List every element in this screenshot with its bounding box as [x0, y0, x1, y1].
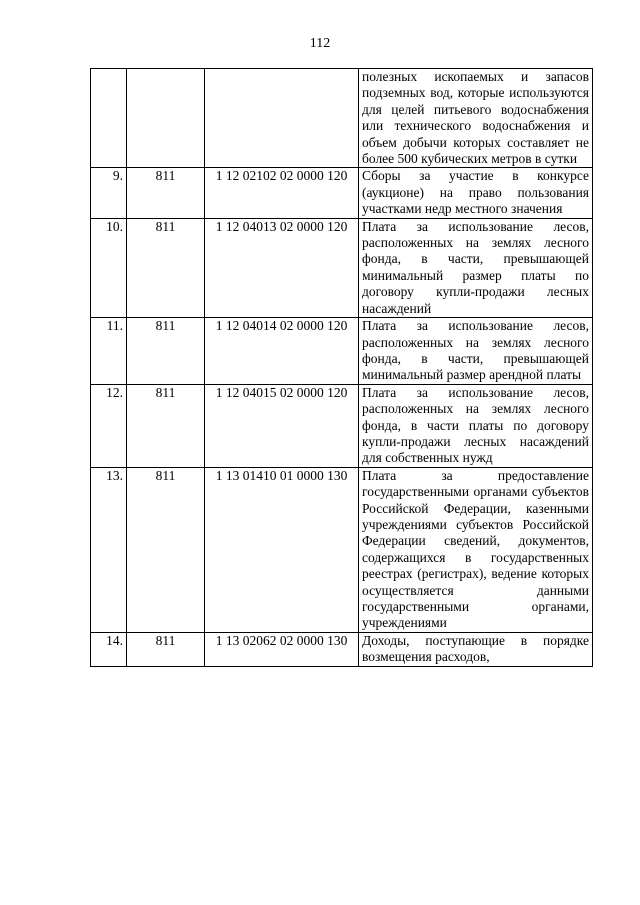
table-row: [91, 318, 593, 385]
admin-code: 811: [127, 632, 205, 666]
admin-code: 811: [127, 168, 205, 218]
table-row: [91, 218, 593, 317]
row-number: 13.: [91, 467, 127, 632]
budget-classification-code: 1 13 02062 02 0000 130: [205, 632, 359, 666]
table-row: [91, 467, 593, 632]
revenue-name: Плата за использование лесов, расположенных на землях лесного фонда, в части, превышающей минимальный размер платы по договору купли-продажи лесных насаждений: [359, 218, 593, 317]
row-number: 10.: [91, 218, 127, 317]
budget-classification-code: 1 12 04013 02 0000 120: [205, 218, 359, 317]
revenue-name: Плата за использование лесов, расположенных на землях лесного фонда, в части, превышающей минимальный размер арендной платы: [359, 318, 593, 385]
revenue-name: Плата за предоставление государственными органами субъектов Российской Федерации, казенными учреждениями субъектов Российской Федерации сведений, документов, содержащихся в государственных реестрах (регистрах), ведение которых осуществляется данными государственными органами, учреждениями: [359, 467, 593, 632]
budget-classification-code: [205, 69, 359, 168]
admin-code: 811: [127, 384, 205, 467]
admin-code: [127, 69, 205, 168]
admin-code: 811: [127, 218, 205, 317]
revenue-name: Доходы, поступающие в порядке возмещения расходов,: [359, 632, 593, 666]
row-number: 12.: [91, 384, 127, 467]
table-row: [91, 632, 593, 666]
budget-classification-code: 1 12 02102 02 0000 120: [205, 168, 359, 218]
budget-classification-code: 1 12 04015 02 0000 120: [205, 384, 359, 467]
row-number: 11.: [91, 318, 127, 385]
table-row: [91, 384, 593, 467]
admin-code: 811: [127, 318, 205, 385]
row-number: 9.: [91, 168, 127, 218]
row-number: [91, 69, 127, 168]
budget-classification-code: 1 12 04014 02 0000 120: [205, 318, 359, 385]
row-number: 14.: [91, 632, 127, 666]
table-row: [91, 69, 593, 168]
page-number: 112: [309, 36, 331, 51]
revenue-table: [90, 68, 593, 667]
revenue-name: полезных ископаемых и запасов подземных вод, которые используются для целей питьевого водоснабжения или технического водоснабжения и объем добычи которых составляет не более 500 кубических метров в сутки: [359, 69, 593, 168]
budget-classification-code: 1 13 01410 01 0000 130: [205, 467, 359, 632]
revenue-name: Сборы за участие в конкурсе (аукционе) на право пользования участками недр местного значения: [359, 168, 593, 218]
table-row: [91, 168, 593, 218]
revenue-name: Плата за использование лесов, расположенных на землях лесного фонда, в части платы по договору купли-продажи лесных насаждений для собственных нужд: [359, 384, 593, 467]
admin-code: 811: [127, 467, 205, 632]
